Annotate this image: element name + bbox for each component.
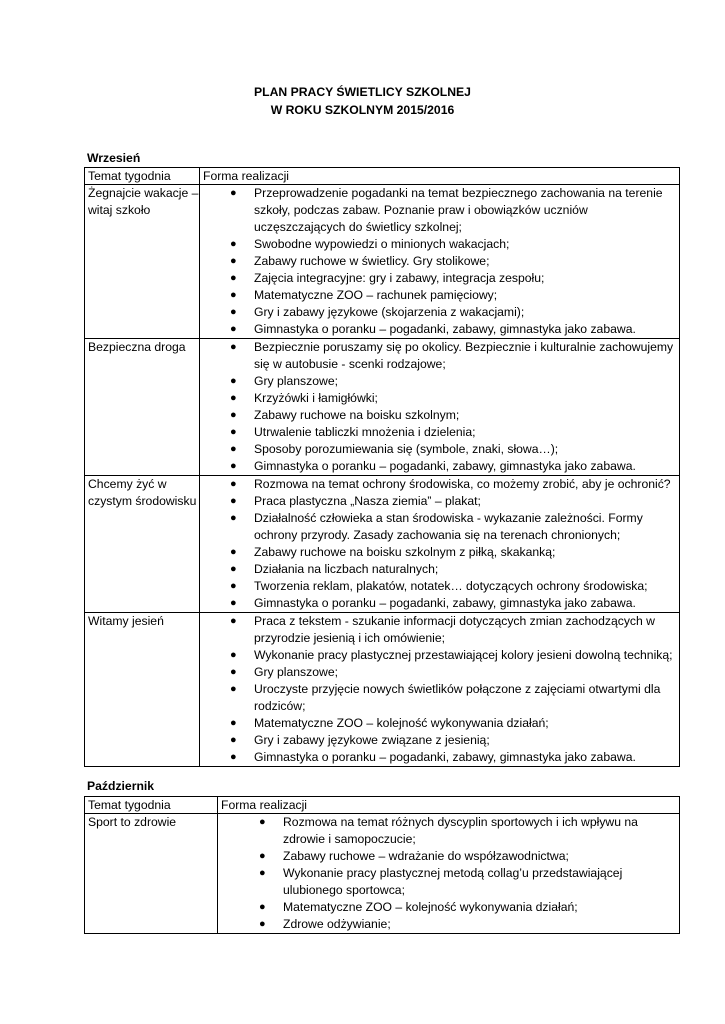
activity-list: [221, 814, 679, 933]
list-item-text: Matematyczne ZOO – kolejność wykonywania działań;: [254, 716, 549, 730]
list-item: [203, 732, 679, 749]
bullet-icon: ●: [230, 580, 237, 592]
bullet-icon: ●: [230, 751, 237, 763]
list-item: [203, 304, 679, 321]
plan-table-pazdziernik: [84, 796, 680, 934]
activity-list: [203, 185, 679, 338]
list-item-text: Gimnastyka o poranku – pogadanki, zabawy, gimnastyka jako zabawa.: [254, 459, 636, 473]
list-item: [203, 458, 679, 475]
bullet-icon: ●: [230, 683, 237, 695]
list-item-text: Gry planszowe;: [254, 374, 338, 388]
list-item: [203, 647, 679, 664]
list-item-text: Działalność człowieka a stan środowiska - wykazanie zależności. Formy ochrony przyrody. Zasady zachowania się na terenach chronionych;: [254, 511, 643, 542]
list-item: [203, 253, 679, 270]
month-heading-pazdziernik: Październik: [87, 779, 155, 793]
list-item: [203, 321, 679, 338]
bullet-icon: ●: [230, 512, 237, 524]
list-item: [203, 424, 679, 441]
table-row: [85, 476, 680, 613]
column-header-form: Forma realizacji: [218, 797, 680, 814]
list-item-text: Gimnastyka o poranku – pogadanki, zabawy, gimnastyka jako zabawa.: [254, 750, 636, 764]
bullet-icon: ●: [230, 409, 237, 421]
document-title-line2: W ROKU SZKOLNYM 2015/2016: [270, 103, 455, 117]
bullet-icon: ●: [230, 187, 237, 199]
list-item-text: Zabawy ruchowe na boisku szkolnym z piłką, skakanką;: [254, 545, 556, 559]
activity-list: [203, 339, 679, 475]
list-item: [203, 236, 679, 253]
list-item: [203, 664, 679, 681]
bullet-icon: ●: [230, 255, 237, 267]
list-item: [203, 476, 679, 493]
list-item: [221, 899, 679, 916]
topic-cell: Bezpieczna droga: [85, 339, 200, 476]
list-item-text: Zabawy ruchowe – wdrażanie do współzawodnictwa;: [283, 849, 569, 863]
list-item: [203, 578, 679, 595]
list-item: [203, 544, 679, 561]
list-item-text: Praca z tekstem - szukanie informacji dotyczących zmian zachodzących w przyrodzie jesienią i ich omówienie;: [254, 614, 655, 645]
list-item-text: Przeprowadzenie pogadanki na temat bezpiecznego zachowania na terenie szkoły, podczas zabaw. Poznanie praw i obowiązków uczniów uczęszczających do świetlicy szkolnej;: [254, 186, 663, 234]
list-item: [203, 613, 679, 647]
list-item: [203, 749, 679, 766]
list-item: [203, 595, 679, 612]
list-item-text: Gry planszowe;: [254, 665, 338, 679]
form-cell: [200, 476, 680, 613]
list-item-text: Rozmowa na temat różnych dyscyplin sportowych i ich wpływu na zdrowie i samopoczucie;: [283, 815, 638, 846]
activity-list: [203, 476, 679, 612]
list-item: [221, 814, 679, 848]
list-item-text: Gimnastyka o poranku – pogadanki, zabawy, gimnastyka jako zabawa.: [254, 322, 636, 336]
list-item-text: Wykonanie pracy plastycznej przestawiającej kolory jesieni dowolną techniką;: [254, 648, 673, 662]
list-item-text: Zajęcia integracyjne: gry i zabawy, integracja zespołu;: [254, 271, 545, 285]
list-item: [203, 715, 679, 732]
topic-cell: Żegnajcie wakacje – witaj szkoło: [85, 185, 200, 339]
list-item-text: Tworzenia reklam, plakatów, notatek… dotyczących ochrony środowiska;: [254, 579, 648, 593]
form-cell: [200, 339, 680, 476]
list-item-text: Swobodne wypowiedzi o minionych wakacjach;: [254, 237, 510, 251]
table-header-row: [85, 797, 680, 814]
list-item-text: Matematyczne ZOO – kolejność wykonywania działań;: [283, 900, 578, 914]
list-item: [203, 270, 679, 287]
list-item: [203, 390, 679, 407]
bullet-icon: ●: [230, 666, 237, 678]
list-item-text: Bezpiecznie poruszamy się po okolicy. Bezpiecznie i kulturalnie zachowujemy się w autobusie - scenki rodzajowe;: [254, 340, 674, 371]
list-item: [203, 407, 679, 424]
bullet-icon: ●: [230, 341, 237, 353]
list-item: [203, 561, 679, 578]
list-item-text: Zabawy ruchowe w świetlicy. Gry stolikowe;: [254, 254, 490, 268]
table-header-row: [85, 168, 680, 185]
column-header-topic: Temat tygodnia: [85, 168, 200, 185]
bullet-icon: ●: [230, 443, 237, 455]
list-item: [203, 339, 679, 373]
bullet-icon: ●: [230, 734, 237, 746]
bullet-icon: ●: [259, 816, 266, 828]
table-row: [85, 185, 680, 339]
bullet-icon: ●: [230, 392, 237, 404]
bullet-icon: ●: [259, 901, 266, 913]
list-item: [203, 681, 679, 715]
list-item-text: Sposoby porozumiewania się (symbole, znaki, słowa…);: [254, 442, 559, 456]
list-item: [221, 916, 679, 933]
list-item-text: Działania na liczbach naturalnych;: [254, 562, 439, 576]
plan-table-wrzesien: [84, 167, 680, 767]
month-heading-wrzesien: Wrzesień: [87, 151, 141, 165]
bullet-icon: ●: [230, 615, 237, 627]
list-item-text: Krzyżówki i łamigłówki;: [254, 391, 378, 405]
list-item-text: Gry i zabawy językowe związane z jesienią;: [254, 733, 490, 747]
bullet-icon: ●: [230, 563, 237, 575]
bullet-icon: ●: [230, 289, 237, 301]
column-header-form: Forma realizacji: [200, 168, 680, 185]
bullet-icon: ●: [230, 649, 237, 661]
list-item: [203, 287, 679, 304]
bullet-icon: ●: [230, 717, 237, 729]
bullet-icon: ●: [230, 597, 237, 609]
form-cell: [218, 814, 680, 934]
activity-list: [203, 613, 679, 766]
bullet-icon: ●: [230, 426, 237, 438]
document-title-line1: PLAN PRACY ŚWIETLICY SZKOLNEJ: [254, 85, 471, 99]
list-item-text: Wykonanie pracy plastycznej metodą collag’u przedstawiającej ulubionego sportowca;: [283, 866, 623, 897]
bullet-icon: ●: [230, 546, 237, 558]
list-item-text: Gimnastyka o poranku – pogadanki, zabawy, gimnastyka jako zabawa.: [254, 596, 636, 610]
list-item: [203, 493, 679, 510]
list-item-text: Zdrowe odżywianie;: [283, 917, 391, 931]
form-cell: [200, 613, 680, 767]
bullet-icon: ●: [230, 238, 237, 250]
bullet-icon: ●: [230, 495, 237, 507]
table-row: [85, 613, 680, 767]
table-row: [85, 814, 680, 934]
bullet-icon: ●: [230, 460, 237, 472]
list-item-text: Praca plastyczna „Nasza ziemia” – plakat;: [254, 494, 481, 508]
topic-cell: Chcemy żyć w czystym środowisku: [85, 476, 200, 613]
list-item-text: Zabawy ruchowe na boisku szkolnym;: [254, 408, 460, 422]
topic-cell: Witamy jesień: [85, 613, 200, 767]
list-item-text: Rozmowa na temat ochrony środowiska, co możemy zrobić, aby je ochronić?: [254, 477, 671, 491]
bullet-icon: ●: [230, 478, 237, 490]
topic-cell: Sport to zdrowie: [85, 814, 218, 934]
list-item-text: Uroczyste przyjęcie nowych świetlików połączone z zajęciami otwartymi dla rodziców;: [254, 682, 661, 713]
list-item: [221, 865, 679, 899]
list-item: [203, 185, 679, 236]
list-item: [203, 441, 679, 458]
list-item-text: Matematyczne ZOO – rachunek pamięciowy;: [254, 288, 498, 302]
bullet-icon: ●: [230, 323, 237, 335]
bullet-icon: ●: [259, 850, 266, 862]
list-item: [203, 373, 679, 390]
bullet-icon: ●: [259, 867, 266, 879]
bullet-icon: ●: [230, 375, 237, 387]
bullet-icon: ●: [230, 272, 237, 284]
list-item: [203, 510, 679, 544]
bullet-icon: ●: [259, 918, 266, 930]
list-item-text: Utrwalenie tabliczki mnożenia i dzielenia;: [254, 425, 476, 439]
bullet-icon: ●: [230, 306, 237, 318]
form-cell: [200, 185, 680, 339]
table-row: [85, 339, 680, 476]
list-item: [221, 848, 679, 865]
column-header-topic: Temat tygodnia: [85, 797, 218, 814]
list-item-text: Gry i zabawy językowe (skojarzenia z wakacjami);: [254, 305, 525, 319]
